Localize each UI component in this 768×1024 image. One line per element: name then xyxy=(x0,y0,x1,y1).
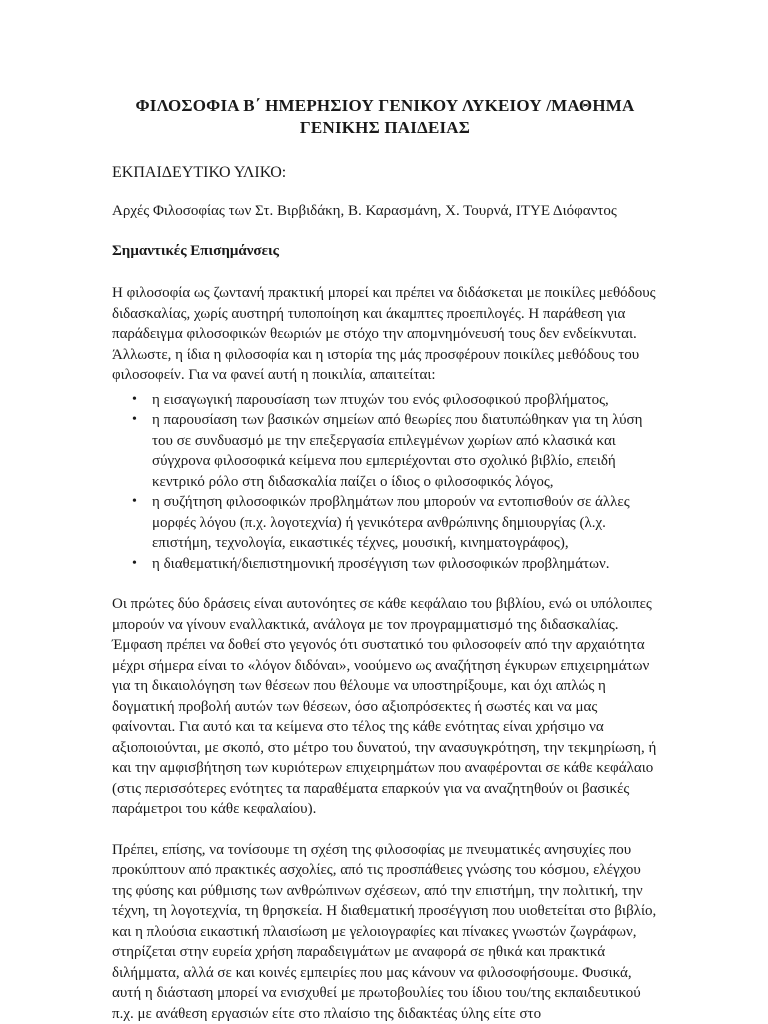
requirements-list xyxy=(112,390,658,575)
textbook-reference: Αρχές Φιλοσοφίας των Στ. Βιρβιδάκη, Β. Καρασμάνη, Χ. Τουρνά, ΙΤΥΕ Διόφαντος xyxy=(112,203,617,219)
paragraph-intro: Η φιλοσοφία ως ζωντανή πρακτική μπορεί και πρέπει να διδάσκεται με ποικίλες μεθόδους διδασκαλίας, χωρίς αυστηρή τυποποίηση και άκαμπτες προεπιλογές. Η παράθεση για παράδειγμα φιλοσοφικών θεωριών με στόχο την απομνημόνευσή τους δεν ενδείκνυται. Άλλωστε, η ίδια η φιλοσοφία και η ιστορία της μάς προσφέρουν ποικίλες μεθόδους του φιλοσοφείν. Για να φανεί αυτή η ποικιλία, απαιτείται: xyxy=(112,285,656,383)
list-item xyxy=(132,390,658,411)
paragraph-interdisciplinary: Πρέπει, επίσης, να τονίσουμε τη σχέση της φιλοσοφίας με πνευματικές ανησυχίες που προκύπτουν από πρακτικές ασχολίες, από τις προσπάθειες γνώσης του κόσμου, ελέγχου της φύσης και ρύθμισης των ανθρώπινων σχέσεων, από την επιστήμη, την πολιτική, την τέχνη, τη λογοτεχνία, τη θρησκεία. Η διαθεματική προσέγγιση που υιοθετείται στο βιβλίο, και η πλούσια εικαστική πλαισίωση με γελοιογραφίες και πίνακες γνωστών ζωγράφων, στηρίζεται στην ευρεία χρήση παραδειγμάτων με αναφορά σε ηθικά και πρακτικά διλήμματα, αλλά σε και κοινές εμπειρίες που μας κάνουν να φιλοσοφήσουμε. Φυσικά, αυτή η διάσταση μπορεί να ενισχυθεί με πρωτοβουλίες του ίδιου του/της εκπαιδευτικού π.χ. με ανάθεση εργασιών είτε στο πλαίσιο της διδακτέας ύλης είτε στο xyxy=(112,841,657,1022)
paragraph-methods: Οι πρώτες δύο δράσεις είναι αυτονόητες σε κάθε κεφάλαιο του βιβλίου, ενώ οι υπόλοιπες μπορούν να γίνουν εναλλακτικά, ανάλογα με τον προγραμματισμό της διδασκαλίας. Έμφαση πρέπει να δοθεί στο γεγονός ότι συστατικό του φιλοσοφείν από την αρχαιότητα μέχρι σήμερα είναι το «λόγον διδόναι», νοούμενο ως αναζήτηση έγκυρων επιχειρημάτων για τη δικαιολόγηση των θέσεων που θέλουμε να υποστηρίξουμε, και όχι απλώς η δογματική προβολή αυτών των θέσεων, όσο αξιοπρόσεκτες ή σωστές και να μας φαίνονται. Για αυτό και τα κείμενα στο τέλος της κάθε ενότητας είναι χρήσιμο να αξιοποιούνται, με σκοπό, στο μέτρο του δυνατού, την ανασυγκρότηση, την τεκμηρίωση, ή και την αμφισβήτηση των κυριότερων επιχειρημάτων που αναφέρονται σε κάθε κεφάλαιο (στις περισσότερες ενότητες τα παραθέματα επαρκούν για να αναζητηθούν οι βασικές παράμετροι του κάθε κεφαλαίου). xyxy=(112,596,657,817)
list-item-text: η συζήτηση φιλοσοφικών προβλημάτων που μπορούν να εντοπισθούν σε άλλες μορφές λόγου (π.χ. λογοτεχνία) ή γενικότερα ανθρώπινης δημιουργίας (λ.χ. επιστήμη, τεχνολογία, εικαστικές τέχνες, μουσική, κινηματογράφος), xyxy=(152,494,630,551)
bullet-icon: • xyxy=(132,391,137,407)
bullet-icon: • xyxy=(132,494,137,509)
list-item xyxy=(132,554,658,575)
list-item xyxy=(132,492,658,554)
section-label: ΕΚΠΑΙΔΕΥΤΙΚΟ ΥΛΙΚΟ: xyxy=(112,164,287,181)
list-item xyxy=(132,410,658,492)
list-item-text: η παρουσίαση των βασικών σημείων από θεωρίες που διατυπώθηκαν για τη λύση του σε συνδυασμό με την επεξεργασία επιλεγμένων χωρίων από κλασικά και σύγχρονα φιλοσοφικά κείμενα που εμπεριέχονται στο σχολικό βιβλίο, επειδή κεντρικό ρόλο στη διδασκαλία παίζει ο ίδιος ο φιλοσοφικός λόγος, xyxy=(152,412,643,490)
important-notes-heading: Σημαντικές Επισημάνσεις xyxy=(112,243,279,259)
bullet-icon: • xyxy=(132,555,137,571)
bullet-icon: • xyxy=(132,412,137,427)
list-item-text: η διαθεματική/διεπιστημονική προσέγγιση των φιλοσοφικών προβλημάτων. xyxy=(152,555,610,572)
list-item-text: η εισαγωγική παρουσίαση των πτυχών του ενός φιλοσοφικού προβλήματος, xyxy=(152,391,609,408)
document-title: ΦΙΛΟΣΟΦΙΑ Β΄ ΗΜΕΡΗΣΙΟΥ ΓΕΝΙΚΟΥ ΛΥΚΕΙΟΥ /ΜΑΘΗΜΑ ΓΕΝΙΚΗΣ ΠΑΙΔΕΙΑΣ xyxy=(135,96,635,137)
